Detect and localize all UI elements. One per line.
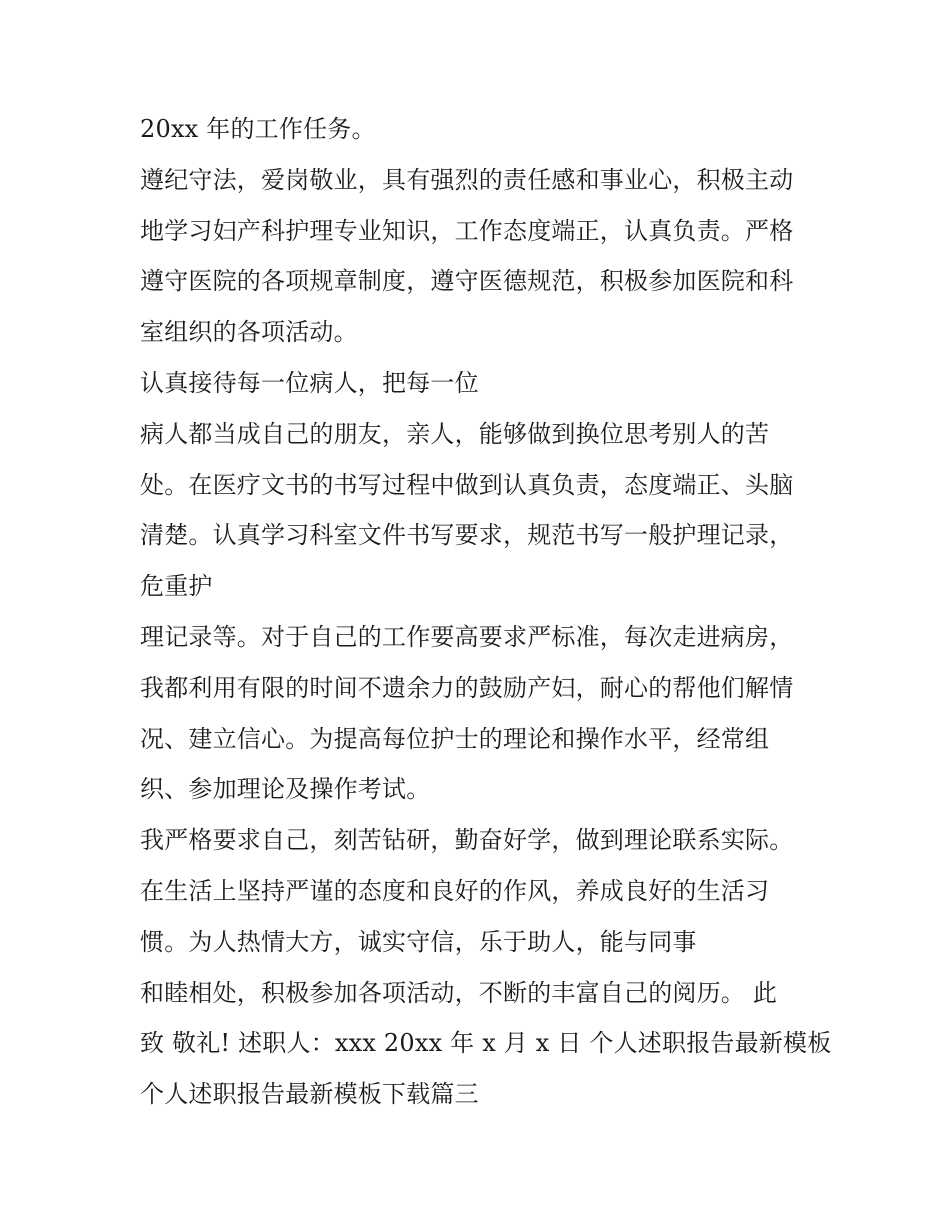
text-line: 地学习妇产科护理专业知识，工作态度端正，认真负责。严格 xyxy=(140,216,794,245)
text-line: 和睦相处，积极参加各项活动，不断的丰富自己的阅历。 此 xyxy=(140,978,778,1007)
document-body xyxy=(140,104,830,1120)
text-line: 我严格要求自己，刻苦钻研，勤奋好学，做到理论联系实际。 xyxy=(140,826,794,855)
text-line: 在生活上坚持严谨的态度和良好的作风，养成良好的生活习 xyxy=(140,876,770,905)
text-line: 个人述职报告最新模板下载篇三 xyxy=(140,1080,479,1109)
text-line: 理记录等。对于自己的工作要高要求严标准，每次走进病房， xyxy=(140,622,794,651)
text-line: 室组织的各项活动。 xyxy=(140,318,358,347)
text-line: 认真接待每一位病人，把每一位 xyxy=(140,368,479,397)
text-line: 清楚。认真学习科室文件书写要求，规范书写一般护理记录， xyxy=(140,521,794,550)
text-line: 致 敬礼! 述职人：xxx 20xx 年 x 月 x 日 个人述职报告最新模板 xyxy=(140,1029,832,1058)
text-line: 20xx 年的工作任务。 xyxy=(140,115,376,143)
text-line: 遵守医院的各项规章制度，遵守医德规范，积极参加医院和科 xyxy=(140,267,794,296)
text-line: 处。在医疗文书的书写过程中做到认真负责，态度端正、头脑 xyxy=(140,470,794,499)
text-line: 况、建立信心。为提高每位护士的理论和操作水平，经常组 xyxy=(140,724,770,753)
text-line: 织、参加理论及操作考试。 xyxy=(140,775,431,804)
text-line: 我都利用有限的时间不遗余力的鼓励产妇，耐心的帮他们解情 xyxy=(140,673,794,702)
text-line: 危重护 xyxy=(140,572,213,601)
text-line: 病人都当成自己的朋友，亲人，能够做到换位思考别人的苦 xyxy=(140,419,770,448)
text-line: 惯。为人热情大方，诚实守信，乐于助人，能与同事 xyxy=(140,927,697,956)
text-line: 遵纪守法，爱岗敬业，具有强烈的责任感和事业心，积极主动 xyxy=(140,165,794,194)
